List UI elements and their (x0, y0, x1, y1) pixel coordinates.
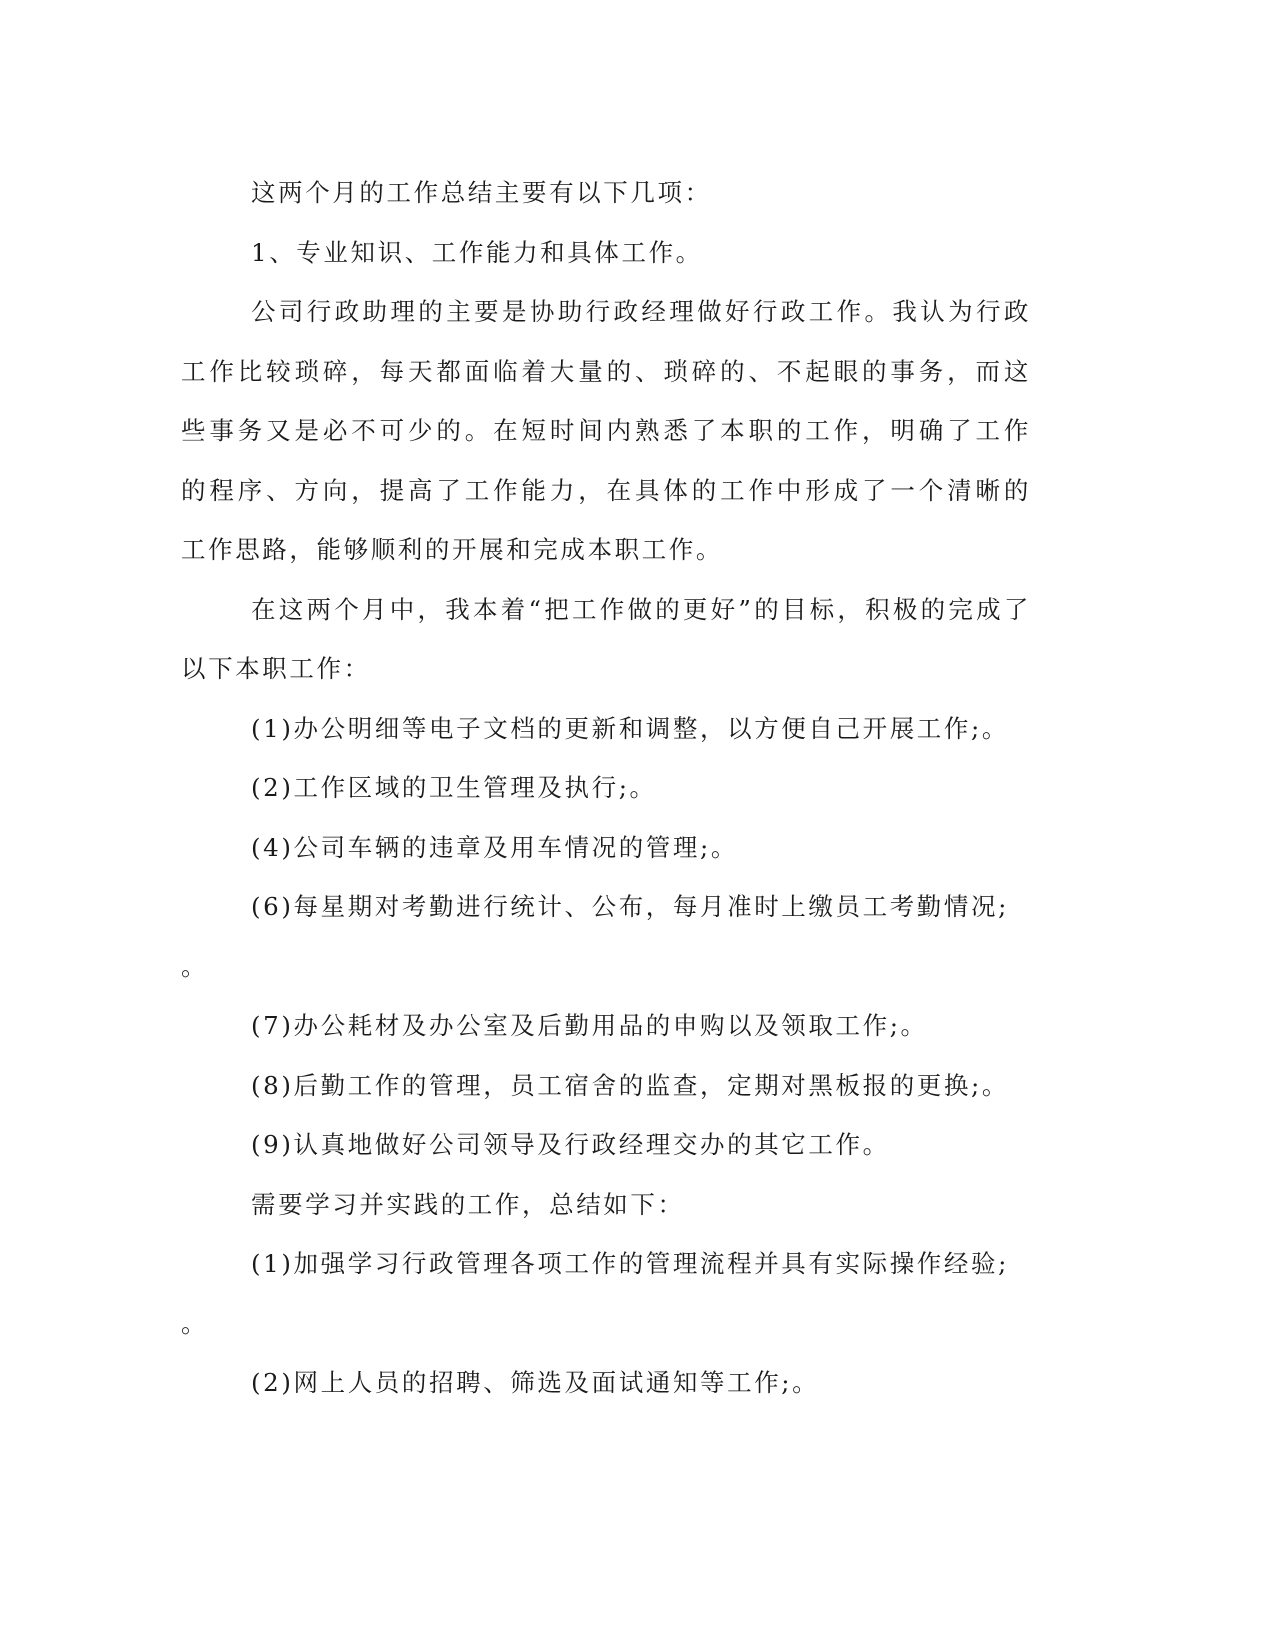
list-item: (8)后勤工作的管理，员工宿舍的监查，定期对黑板报的更换;。 (251, 1070, 1009, 1100)
paragraph-line: 的程序、方向，提高了工作能力，在具体的工作中形成了一个清晰的 (181, 475, 1031, 505)
list-item: (6)每星期对考勤进行统计、公布，每月准时上缴员工考勤情况; (251, 892, 1009, 921)
section-heading-2: 需要学习并实践的工作，总结如下： (251, 1189, 685, 1219)
list-item-continuation: 。 (181, 951, 209, 981)
list-item: (1)加强学习行政管理各项工作的管理流程并具有实际操作经验; (251, 1249, 1009, 1278)
paragraph-line: 工作比较琐碎，每天都面临着大量的、琐碎的、不起眼的事务，而这 (181, 356, 1031, 386)
list-item: (2)工作区域的卫生管理及执行;。 (251, 773, 657, 802)
list-item: (7)办公耗材及办公室及后勤用品的申购以及领取工作;。 (251, 1011, 928, 1040)
document-body (181, 163, 1031, 1413)
list-item: (2)网上人员的招聘、筛选及面试通知等工作;。 (251, 1368, 820, 1397)
paragraph-line: 些事务又是必不可少的。在短时间内熟悉了本职的工作，明确了工作 (181, 416, 1031, 445)
list-item: (9)认真地做好公司领导及行政经理交办的其它工作。 (251, 1130, 890, 1159)
paragraph-line: 以下本职工作： (181, 654, 371, 683)
section-heading-1: 1、专业知识、工作能力和具体工作。 (251, 237, 703, 267)
list-item: (1)办公明细等电子文档的更新和调整，以方便自己开展工作;。 (251, 713, 1009, 743)
list-item-continuation: 。 (181, 1308, 209, 1338)
list-item: (4)公司车辆的违章及用车情况的管理;。 (251, 832, 738, 862)
paragraph-line: 公司行政助理的主要是协助行政经理做好行政工作。我认为行政 (251, 297, 1031, 326)
paragraph-line: 工作思路，能够顺利的开展和完成本职工作。 (181, 535, 723, 564)
paragraph-line: 在这两个月中，我本着“把工作做的更好”的目标，积极的完成了 (251, 594, 1031, 624)
summary-intro: 这两个月的工作总结主要有以下几项： (251, 178, 712, 207)
